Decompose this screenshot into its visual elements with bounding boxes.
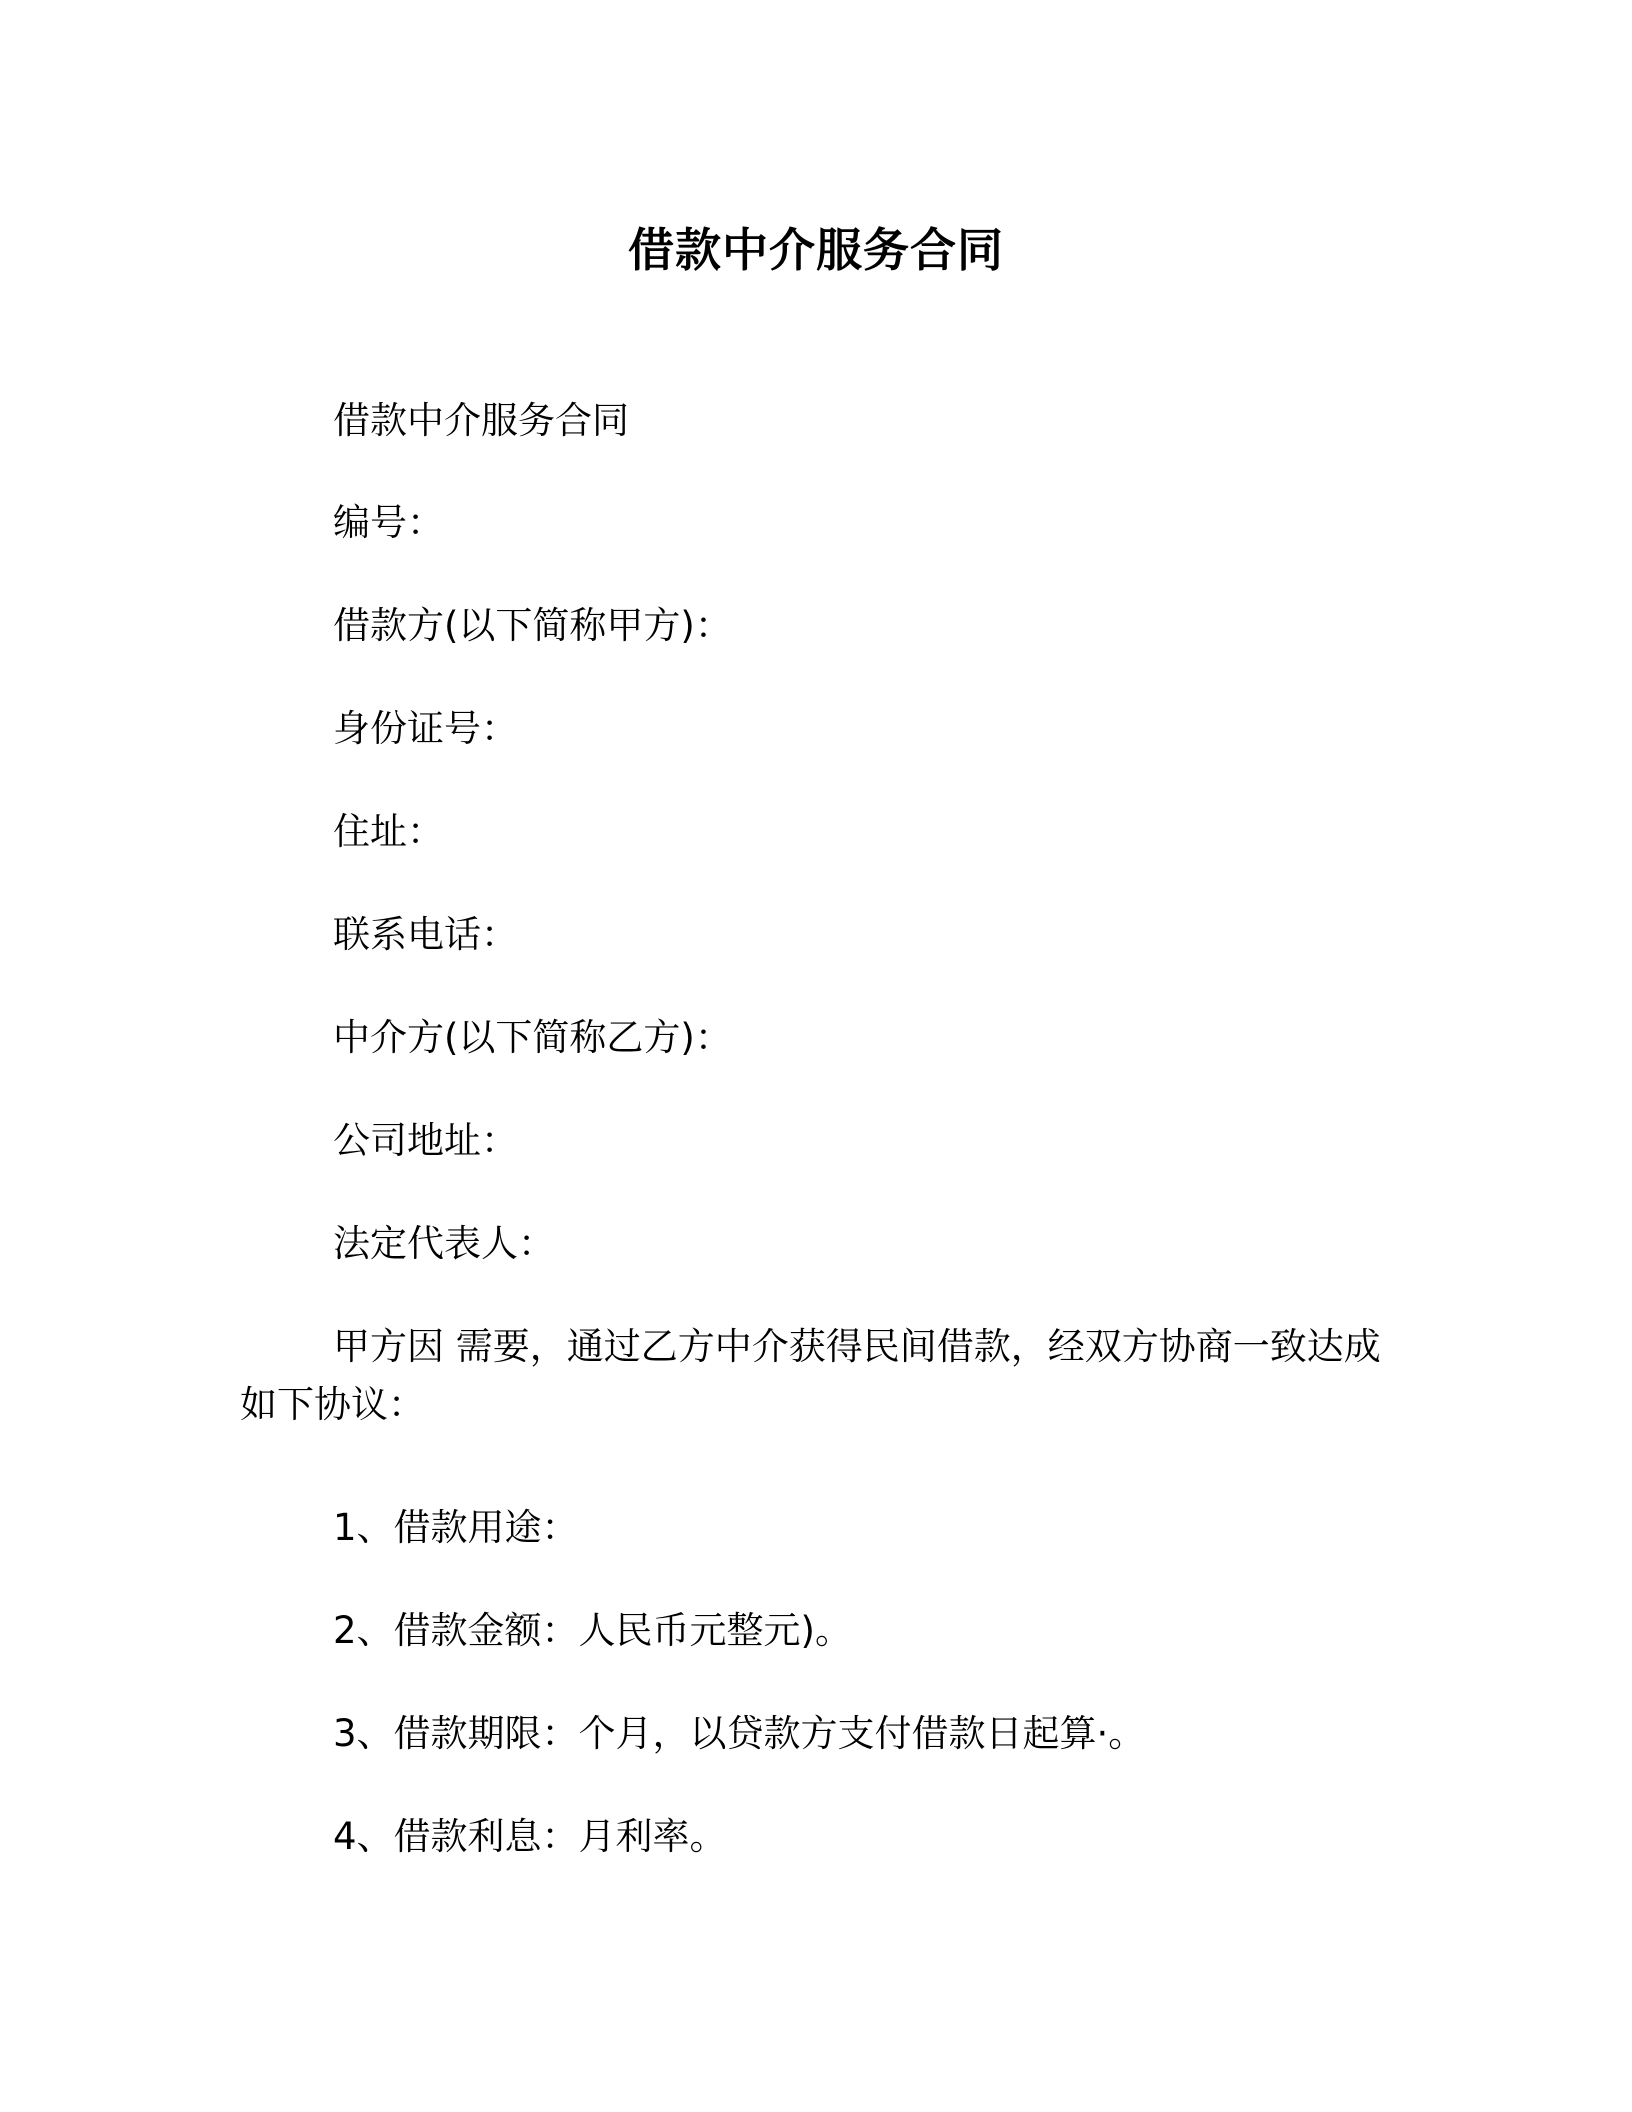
phone-label: 联系电话： (333, 913, 518, 956)
intermediary-label: 中介方(以下简称乙方)： (333, 1016, 732, 1059)
subtitle-line: 借款中介服务合同 (333, 399, 629, 442)
clause-term: 3、借款期限：个月，以贷款方支付借款日起算·。 (333, 1712, 1146, 1755)
clause-amount: 2、借款金额：人民币元整元)。 (333, 1609, 852, 1652)
company-address-label: 公司地址： (333, 1119, 518, 1162)
clause-interest: 4、借款利息：月利率。 (333, 1815, 727, 1858)
clause-purpose: 1、借款用途： (333, 1506, 579, 1549)
contract-number-label: 编号： (333, 501, 444, 544)
document-title: 借款中介服务合同 (628, 223, 1004, 277)
id-number-label: 身份证号： (333, 707, 518, 750)
legal-representative-label: 法定代表人： (333, 1222, 555, 1265)
borrower-label: 借款方(以下简称甲方)： (333, 604, 732, 647)
intro-paragraph: 甲方因 需要，通过乙方中介获得民间借款，经双方协商一致达成如下协议： (240, 1325, 1381, 1426)
address-label: 住址： (333, 810, 444, 853)
